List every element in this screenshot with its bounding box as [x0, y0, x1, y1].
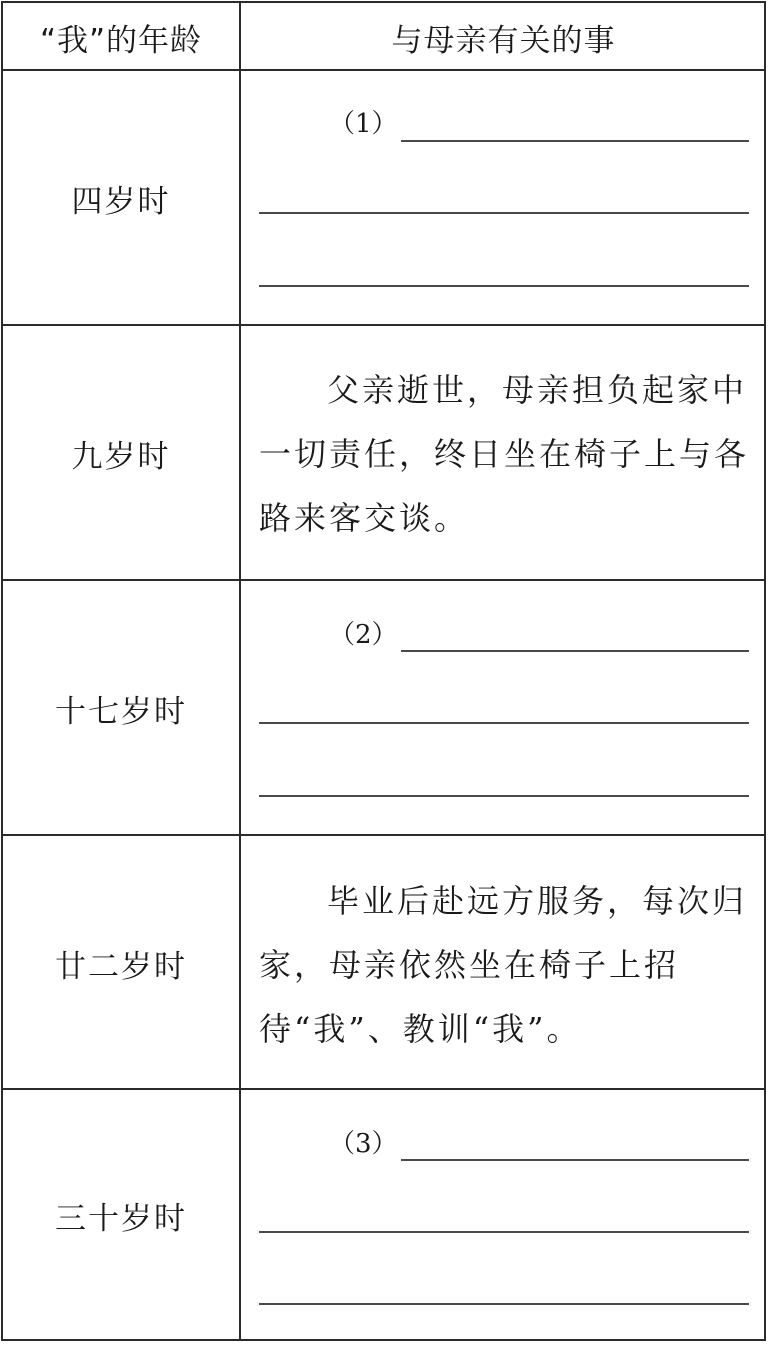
answer-line-3b[interactable]	[259, 1231, 749, 1233]
answer-line-3c[interactable]	[259, 1303, 749, 1305]
column-divider	[239, 3, 241, 1339]
answer-line-2b[interactable]	[259, 722, 749, 724]
answer-line-1a[interactable]	[401, 140, 749, 142]
answer-line-3a[interactable]	[401, 1159, 749, 1161]
header-age: “我”的年龄	[39, 22, 203, 59]
row-age-1: 四岁时	[71, 183, 171, 220]
answer-line-2a[interactable]	[401, 650, 749, 652]
row-age-3: 十七岁时	[55, 693, 187, 730]
row-age-5: 三十岁时	[55, 1201, 187, 1237]
blank-label-1: （1）	[329, 109, 398, 139]
row-age-2: 九岁时	[71, 438, 171, 475]
row-event-2: 父亲逝世，母亲担负起家中一切责任，终日坐在椅子上与各路来客交谈。	[259, 371, 750, 537]
header-event: 与母亲有关的事	[391, 22, 616, 59]
fill-in-table	[1, 1, 766, 1341]
row-age-4: 廿二岁时	[55, 948, 187, 985]
answer-line-1c[interactable]	[259, 285, 749, 287]
blank-label-2: （2）	[329, 620, 398, 650]
blank-label-3: （3）	[329, 1129, 398, 1159]
answer-line-2c[interactable]	[259, 795, 749, 797]
row-event-4: 毕业后赴远方服务，每次归家，母亲依然坐在椅子上招待“我”、教训“我”。	[259, 882, 748, 1048]
answer-line-1b[interactable]	[259, 212, 749, 214]
